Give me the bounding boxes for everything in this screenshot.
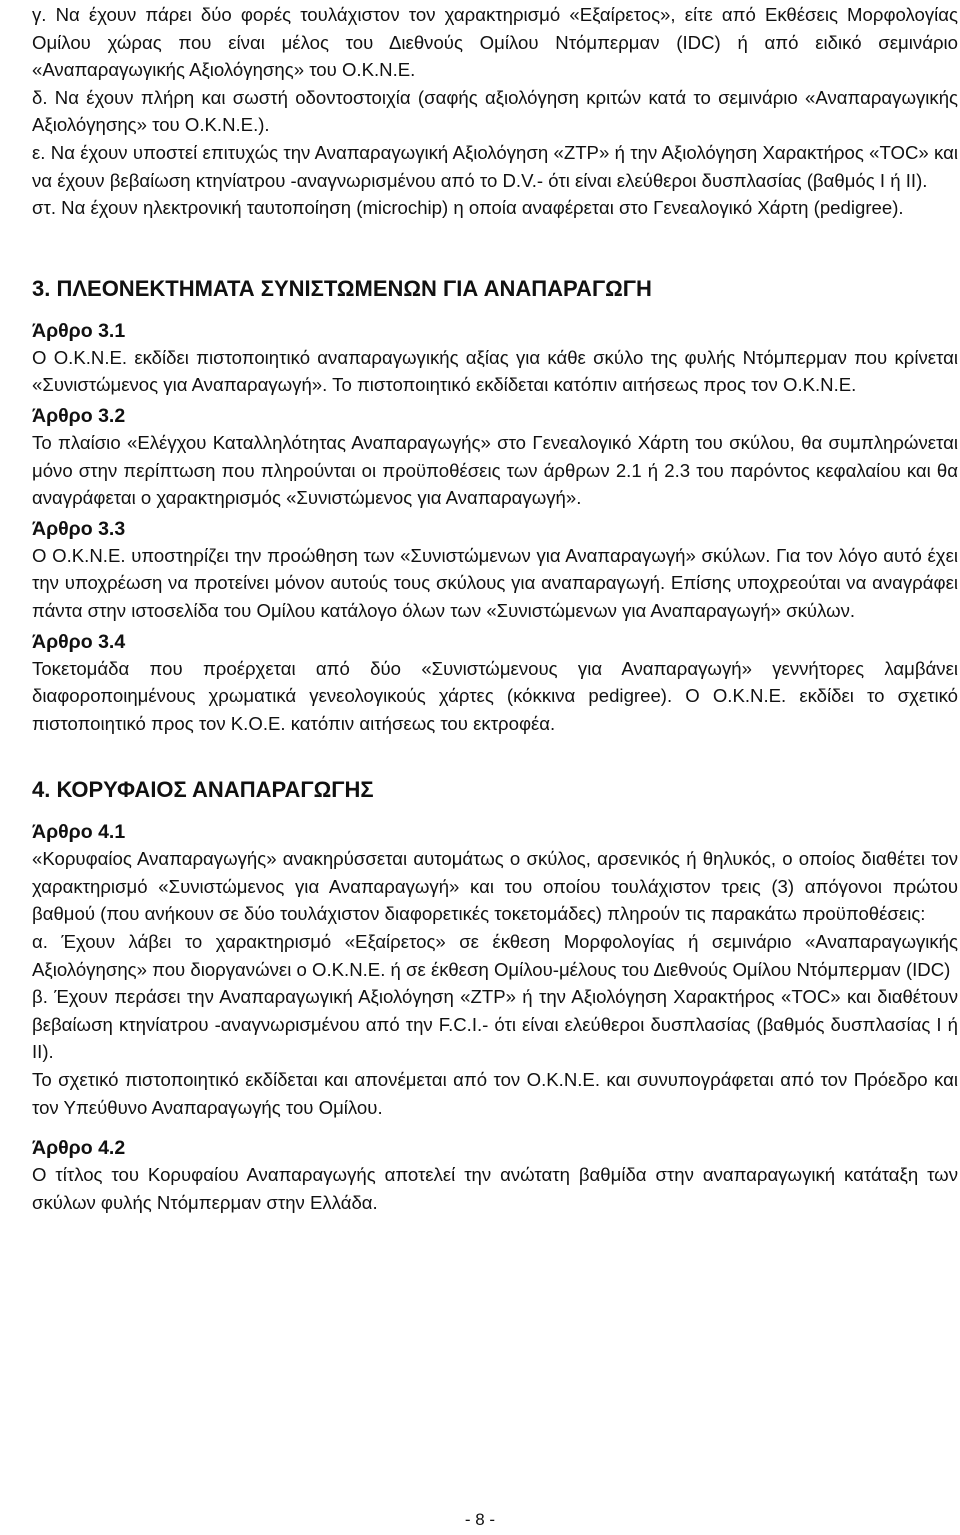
article-4-1-item-alpha: α. Έχουν λάβει το χαρακτηρισμό «Εξαίρετος» σε έκθεση Μορφολογίας ή σεμινάριο «Αναπαραγωγικής Αξιολόγησης» που διοργανώνει ο Ο.Κ.Ν.Ε. ή σε έκθεση Ομίλου-μέλους του Διεθνούς Ομίλου Ντόμπερμαν (IDC) [32,931,958,980]
article-3-2-text: Το πλαίσιο «Ελέγχου Καταλληλότητας Αναπαραγωγής» στο Γενεαλογικό Χάρτη του σκύλου, θα συμπληρώνεται μόνο στην περίπτωση που πληρούνται οι προϋποθέσεις των άρθρων 2.1 ή 2.3 του παρόντος κεφαλαίου και θα αναγράφεται ο χαρακτηρισμός «Συνιστώμενος για Αναπαραγωγή». [32,431,958,509]
article-3-3-text: Ο Ο.Κ.Ν.Ε. υποστηρίζει την προώθηση των «Συνιστώμενων για Αναπαραγωγή» σκύλων. Για τον λόγο αυτό έχει την υποχρέωση να προτείνει μόνον αυτούς τους σκύλους για αναπαραγωγή. Επίσης υποχρεούται να αναγράφει πάντα στην ιστοσελίδα του Ομίλου κατάλογο όλων των «Συνιστώμενων για Αναπαραγωγή» σκύλων. [32,544,958,621]
article-3-4-title: Άρθρο 3.4 [32,630,126,653]
article-3-1-title: Άρθρο 3.1 [32,319,126,342]
article-3-1-text: Ο Ο.Κ.Ν.Ε. εκδίδει πιστοποιητικό αναπαραγωγικής αξίας για κάθε σκύλο της φυλής Ντόμπερμαν που κρίνεται «Συνιστώμενος για Αναπαραγωγή». Το πιστοποιητικό εκδίδεται κατόπιν αιτήσεως προς τον Ο.Κ.Ν.Ε. [32,346,958,396]
article-4-1-closing: Το σχετικό πιστοποιητικό εκδίδεται και απονέμεται από τον Ο.Κ.Ν.Ε. και συνυπογράφεται από τον Πρόεδρο και τον Υπεύθυνο Αναπαραγωγής του Ομίλου. [32,1069,958,1118]
article-4-2-text: Ο τίτλος του Κορυφαίου Αναπαραγωγής αποτελεί την ανώτατη βαθμίδα στην αναπαραγωγική κατάταξη των σκύλων φυλής Ντόμπερμαν στην Ελλάδα. [32,1164,958,1213]
list-item-gamma: γ. Να έχουν πάρει δύο φορές τουλάχιστον τον χαρακτηρισμό «Εξαίρετος», είτε από Εκθέσεις Μορφολογίας Ομίλου χώρας που είναι μέλος του Διεθνούς Ομίλου Ντόμπερμαν (IDC) ή από ειδικό σεμινάριο «Αναπαραγωγικής Αξιολόγησης» του Ο.Κ.Ν.Ε. [32,4,958,81]
section-4-title: 4. ΚΟΡΥΦΑΙΟΣ ΑΝΑΠΑΡΑΓΩΓΗΣ [32,777,374,803]
article-4-2-title: Άρθρο 4.2 [32,1137,126,1160]
article-4-1-intro: «Κορυφαίος Αναπαραγωγής» ανακηρύσσεται αυτομάτως ο σκύλος, αρσενικός ή θηλυκός, ο οποίος διαθέτει τον χαρακτηρισμό «Συνιστώμενος για Αναπαραγωγή» και του οποίου τουλάχιστον τρεις (3) απόγονοι πρώτου βαθμού (που ανήκουν σε δύο τουλάχιστον διαφορετικές τοκετομάδες) πληρούν τις παρακάτω προϋποθέσεις: [32,848,958,925]
list-item-epsilon: ε. Να έχουν υποστεί επιτυχώς την Αναπαραγωγική Αξιολόγηση «ZTP» ή την Αξιολόγηση Χαρακτήρος «TOC» και να έχουν βεβαίωση κτηνίατρου -αναγνωρισμένου από το D.V.- ότι είναι ελεύθεροι δυσπλασίας (βαθμός Ι ή ΙΙ). [32,141,958,191]
page-number: - 8 - [464,1510,496,1529]
article-3-2-title: Άρθρο 3.2 [32,404,126,427]
article-4-1-title: Άρθρο 4.1 [32,821,126,844]
article-3-3-title: Άρθρο 3.3 [32,517,126,540]
section-3-title: 3. ΠΛΕΟΝΕΚΤΗΜΑΤΑ ΣΥΝΙΣΤΩΜΕΝΩΝ ΓΙΑ ΑΝΑΠΑΡΑΓΩΓΗ [32,275,652,301]
article-4-1-item-beta: β. Έχουν περάσει την Αναπαραγωγική Αξιολόγηση «ZTP» ή την Αξιολόγηση Χαρακτήρος «TOC» και διαθέτουν βεβαίωση κτηνίατρου -αναγνωρισμένου από την F.C.I.- ότι είναι ελεύθεροι δυσπλασίας (βαθμός δυσπλασίας Ι ή ΙΙ). [32,986,958,1063]
article-3-4-text: Τοκετομάδα που προέρχεται από δύο «Συνιστώμενους για Αναπαραγωγή» γεννήτορες λαμβάνει διαφοροποιημένους χρωματικά γενεολογικούς χάρτες (κόκκινα pedigree). Ο Ο.Κ.Ν.Ε. εκδίδει το σχετικό πιστοποιητικό προς τον Κ.Ο.Ε. κατόπιν αιτήσεως του εκτροφέα. [32,657,958,734]
list-item-st: στ. Να έχουν ηλεκτρονική ταυτοποίηση (microchip) η οποία αναφέρεται στο Γενεαλογικό Χάρτη (pedigree). [32,197,904,219]
list-item-delta: δ. Να έχουν πλήρη και σωστή οδοντοστοιχία (σαφής αξιολόγηση κριτών κατά το σεμινάριο «Αναπαραγωγικής Αξιολόγησης» του Ο.Κ.Ν.Ε.). [32,86,958,136]
